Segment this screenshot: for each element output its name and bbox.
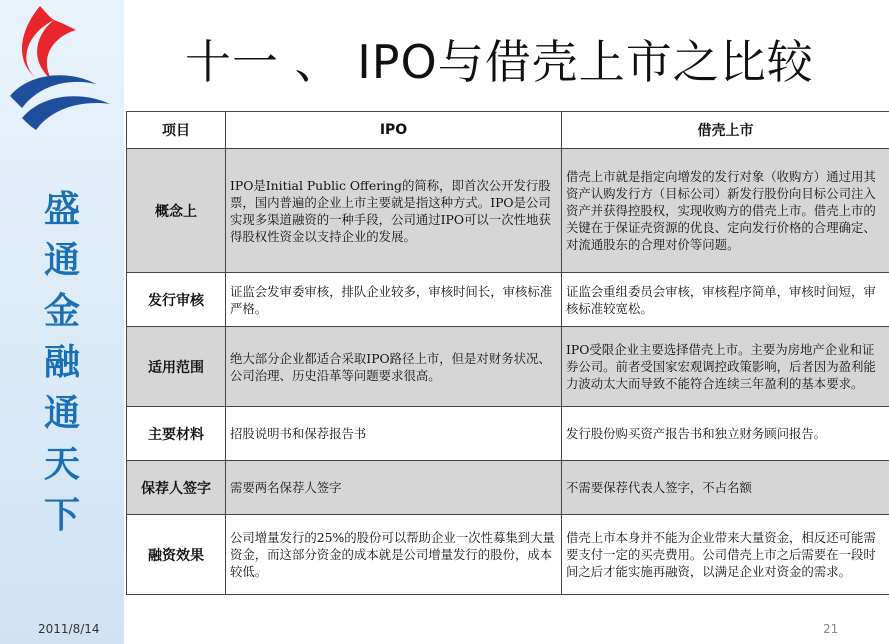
backdoor-cell: 不需要保荐代表人签字，不占名额 <box>562 461 889 515</box>
ipo-cell: 需要两名保荐人签字 <box>226 461 562 515</box>
sidebar <box>0 0 124 644</box>
ipo-cell: 招股说明书和保荐报告书 <box>226 407 562 461</box>
table-row <box>127 327 889 407</box>
slogan-char: 盛 <box>43 188 80 230</box>
table-row <box>127 461 889 515</box>
slogan-char: 天 <box>43 443 80 485</box>
row-label: 概念上 <box>127 149 226 273</box>
backdoor-cell: 借壳上市本身并不能为企业带来大量资金，相反还可能需要支付一定的买壳费用。公司借壳上市之后需要在一段时间之后才能实施再融资，以满足企业对资金的需求。 <box>562 515 889 595</box>
header-backdoor-listing: 借壳上市 <box>562 112 889 149</box>
ipo-cell: 绝大部分企业都适合采取IPO路径上市，但是对财务状况、公司治理、历史沿革等问题要求很高。 <box>226 327 562 407</box>
company-logo-icon <box>0 0 124 150</box>
slogan-char: 通 <box>43 239 80 281</box>
slogan-char: 融 <box>43 341 80 383</box>
header-ipo: IPO <box>226 112 562 149</box>
row-label: 发行审核 <box>127 273 226 327</box>
table-row <box>127 407 889 461</box>
table-row <box>127 515 889 595</box>
slogan-char: 下 <box>43 494 80 536</box>
row-label: 主要材料 <box>127 407 226 461</box>
ipo-cell: IPO是Initial Public Offering的简称，即首次公开发行股票，国内普遍的企业上市主要就是指这种方式。IPO是公司实现多渠道融资的一种手段，公司通过IPO可以一次性地获得股权性资金以支持企业的发展。 <box>226 149 562 273</box>
slide-title: 十一 、 IPO与借壳上市之比较 <box>185 35 814 89</box>
backdoor-cell: 证监会重组委员会审核，审核程序简单，审核时间短，审核标准较宽松。 <box>562 273 889 327</box>
page-number: 21 <box>823 622 839 636</box>
row-label: 融资效果 <box>127 515 226 595</box>
row-label: 保荐人签字 <box>127 461 226 515</box>
backdoor-cell: 发行股份购买资产报告书和独立财务顾问报告。 <box>562 407 889 461</box>
backdoor-cell: IPO受限企业主要选择借壳上市。主要为房地产企业和证券公司。前者受国家宏观调控政策影响，后者因为盈利能力波动太大而导致不能符合连续三年盈利的基本要求。 <box>562 327 889 407</box>
slogan-vertical <box>40 184 84 541</box>
comparison-table <box>126 111 889 595</box>
table-row <box>127 149 889 273</box>
slide-date: 2011/8/14 <box>38 622 100 636</box>
slogan-char: 通 <box>43 392 80 434</box>
ipo-cell: 证监会发审委审核，排队企业较多，审核时间长，审核标准严格。 <box>226 273 562 327</box>
ipo-cell: 公司增量发行的25%的股份可以帮助企业一次性募集到大量资金，而这部分资金的成本就是公司增量发行的股份，成本较低。 <box>226 515 562 595</box>
row-label: 适用范围 <box>127 327 226 407</box>
backdoor-cell: 借壳上市就是指定向增发的发行对象（收购方）通过用其资产认购发行方（目标公司）新发行股份向目标公司注入资产并获得控股权，实现收购方的借壳上市。借壳上市的关键在于保证壳资源的优良、定向发行价格的合理确定、对流通股东的合理对价等问题。 <box>562 149 889 273</box>
table-header-row <box>127 112 889 149</box>
table-row <box>127 273 889 327</box>
header-item: 项目 <box>127 112 226 149</box>
slogan-char: 金 <box>43 290 80 332</box>
